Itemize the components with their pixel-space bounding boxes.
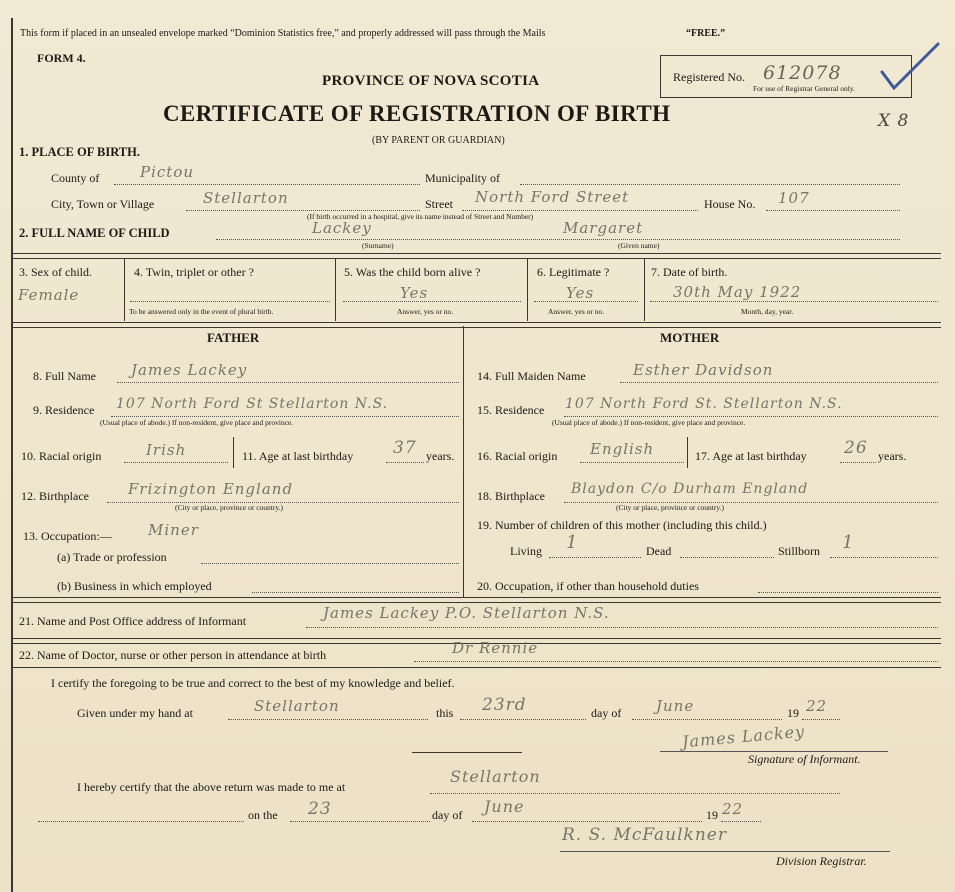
given-name-note: (Given name)	[618, 241, 660, 250]
father-residence-label: 9. Residence	[33, 403, 95, 417]
father-heading: FATHER	[207, 330, 260, 345]
given-place-line	[228, 719, 428, 720]
mother-children-label: 19. Number of children of this mother (including this child.)	[477, 518, 767, 532]
year-prefix: 19	[787, 706, 799, 720]
dead-line	[680, 557, 774, 558]
street-value: North Ford Street	[475, 188, 630, 206]
registrar-year-line	[721, 821, 761, 822]
corner-mark: X 8	[878, 111, 910, 131]
municipality-line	[520, 184, 900, 185]
child-name-line	[216, 239, 900, 240]
mother-age-label: 17. Age at last birthday	[695, 449, 807, 463]
street-line	[462, 210, 698, 211]
date-of-birth-label: 7. Date of birth.	[651, 265, 728, 279]
divider-certification	[11, 667, 941, 668]
this-label: this	[436, 706, 454, 720]
stillborn-line	[830, 557, 938, 558]
alive-line	[343, 301, 521, 302]
father-age-divider	[233, 437, 234, 468]
father-racial-line	[124, 462, 228, 463]
county-value: Pictou	[140, 163, 195, 181]
given-under-label: Given under my hand at	[77, 706, 193, 720]
registrar-statement: I hereby certify that the above return was made to me at	[77, 780, 346, 794]
father-occupation-label: 13. Occupation:—	[23, 529, 112, 543]
father-age-unit: years.	[426, 449, 455, 463]
twin-line	[130, 301, 330, 302]
father-birthplace-value: Frizington England	[128, 480, 294, 498]
house-label: House No.	[704, 197, 756, 211]
mail-notice-free: “FREE.”	[686, 28, 726, 39]
father-business-line	[252, 592, 459, 593]
left-border	[11, 18, 13, 892]
this-day-value: 23rd	[482, 695, 527, 715]
mother-heading: MOTHER	[660, 330, 720, 345]
registrar-month-value: June	[484, 797, 525, 816]
mother-residence-note: (Usual place of abode.) If non-resident, give place and province.	[552, 418, 746, 427]
father-residence-note: (Usual place of abode.) If non-resident, give place and province.	[100, 418, 294, 427]
city-value: Stellarton	[203, 189, 289, 207]
registered-label: Registered No.	[673, 70, 745, 84]
stillborn-label: Stillborn	[778, 544, 821, 558]
alive-label: 5. Was the child born alive ?	[344, 265, 481, 279]
mail-notice: This form if placed in an unsealed envelope marked “Dominion Statistics free,” and properly addressed will pass through the Mails	[20, 28, 546, 39]
legitimate-note: Answer, yes or no.	[548, 307, 605, 316]
twin-note: To be answered only in the event of plural birth.	[129, 307, 274, 316]
registered-number: 612078	[763, 62, 842, 84]
living-value: 1	[566, 532, 579, 553]
place-of-birth-heading: 1. PLACE OF BIRTH.	[19, 145, 140, 159]
given-place-value: Stellarton	[254, 697, 340, 715]
informant-signature-caption: Signature of Informant.	[748, 752, 861, 766]
registrar-caption: Division Registrar.	[776, 854, 867, 868]
alive-note: Answer, yes or no.	[397, 307, 454, 316]
county-label: County of	[51, 171, 100, 185]
divider-parents	[11, 322, 941, 328]
mother-birthplace-value: Blaydon C/o Durham England	[571, 481, 809, 497]
mother-racial-value: English	[590, 440, 655, 458]
surname-note: (Surname)	[362, 241, 394, 250]
city-label: City, Town or Village	[51, 197, 155, 211]
certify-statement: I certify the foregoing to be true and correct to the best of my knowledge and belief.	[51, 676, 455, 690]
mother-name-value: Esther Davidson	[633, 361, 774, 379]
informant-label: 21. Name and Post Office address of Informant	[19, 614, 247, 628]
father-residence-value: 107 North Ford St Stellarton N.S.	[116, 396, 389, 412]
month-line	[632, 719, 782, 720]
registration-box	[660, 55, 912, 98]
mother-name-label: 14. Full Maiden Name	[477, 369, 586, 383]
mother-occupation-label: 20. Occupation, if other than household duties	[477, 579, 699, 593]
registrar-use-note: For use of Registrar General only.	[753, 84, 855, 93]
mother-residence-label: 15. Residence	[477, 403, 545, 417]
informant-line	[306, 627, 938, 628]
street-label: Street	[425, 197, 453, 211]
sex-label: 3. Sex of child.	[19, 265, 92, 279]
legitimate-value: Yes	[566, 284, 595, 302]
father-occupation-value: Miner	[148, 521, 199, 539]
mother-age-line	[840, 462, 876, 463]
living-label: Living	[510, 544, 542, 558]
year-suffix: 22	[806, 697, 828, 715]
mother-birthplace-label: 18. Birthplace	[477, 489, 545, 503]
registrar-day-line	[290, 821, 430, 822]
registrar-place-value: Stellarton	[450, 767, 541, 786]
date-of-birth-note: Month, day, year.	[741, 307, 794, 316]
father-birthplace-label: 12. Birthplace	[21, 489, 89, 503]
father-business-label: (b) Business in which employed	[57, 579, 212, 593]
registrar-day-value: 23	[308, 799, 332, 819]
father-age-label: 11. Age at last birthday	[242, 449, 354, 463]
col-divider-2	[335, 259, 336, 321]
mother-residence-value: 107 North Ford St. Stellarton N.S.	[565, 396, 843, 412]
divider-informant	[11, 597, 941, 603]
doctor-line	[414, 661, 938, 662]
sex-value: Female	[18, 286, 80, 304]
this-line	[460, 719, 586, 720]
registrar-month-line	[472, 821, 702, 822]
father-trade-label: (a) Trade or profession	[57, 550, 167, 564]
registrar-day-of-label: day of	[432, 808, 463, 822]
mother-racial-line	[580, 462, 684, 463]
registrar-leading-line	[38, 821, 244, 822]
document-title: CERTIFICATE OF REGISTRATION OF BIRTH	[163, 101, 671, 126]
mother-age-value: 26	[844, 438, 868, 458]
legitimate-label: 6. Legitimate ?	[537, 265, 610, 279]
year-line	[802, 719, 840, 720]
father-age-line	[386, 462, 424, 463]
father-trade-line	[201, 563, 459, 564]
seal-line	[412, 752, 522, 753]
province-heading: PROVINCE OF NOVA SCOTIA	[322, 73, 540, 89]
on-the-label: on the	[248, 808, 278, 822]
registrar-place-line	[430, 793, 840, 794]
parents-divider	[463, 326, 464, 598]
doctor-label: 22. Name of Doctor, nurse or other person in attendance at birth	[19, 648, 327, 662]
mother-occupation-line	[758, 592, 938, 593]
child-given-name: Margaret	[563, 219, 644, 237]
col-divider-4	[644, 259, 645, 321]
father-name-line	[117, 382, 459, 383]
father-name-label: 8. Full Name	[33, 369, 96, 383]
doctor-value: Dr Rennie	[452, 639, 539, 657]
child-name-label: 2. FULL NAME OF CHILD	[19, 226, 170, 240]
mother-age-unit: years.	[878, 449, 907, 463]
date-of-birth-value: 30th May 1922	[673, 283, 802, 301]
col-divider-1	[124, 259, 125, 321]
living-line	[549, 557, 641, 558]
alive-value: Yes	[400, 284, 429, 302]
col-divider-3	[527, 259, 528, 321]
registrar-year-suffix: 22	[722, 800, 744, 818]
registrar-year-prefix: 19	[706, 808, 718, 822]
city-line	[186, 210, 420, 211]
document-subtitle: (BY PARENT OR GUARDIAN)	[372, 135, 505, 146]
registrar-signature: R. S. McFaulkner	[562, 825, 727, 845]
county-line	[114, 184, 420, 185]
divider-child-facts	[11, 253, 941, 259]
mother-racial-label: 16. Racial origin	[477, 449, 558, 463]
hospital-note: (If birth occurred in a hospital, give its name instead of Street and Number)	[307, 212, 534, 221]
month-value: June	[656, 697, 695, 715]
date-of-birth-line	[650, 301, 938, 302]
father-racial-label: 10. Racial origin	[21, 449, 102, 463]
stillborn-value: 1	[842, 532, 855, 553]
mother-birthplace-note: (City or place, province or country.)	[616, 503, 725, 512]
twin-label: 4. Twin, triplet or other ?	[134, 265, 254, 279]
dead-label: Dead	[646, 544, 672, 558]
informant-value: James Lackey P.O. Stellarton N.S.	[323, 604, 610, 622]
form-number: FORM 4.	[37, 51, 86, 65]
municipality-label: Municipality of	[425, 171, 500, 185]
mother-age-divider	[687, 437, 688, 468]
father-age-value: 37	[393, 438, 417, 458]
house-line	[766, 210, 900, 211]
mother-residence-line	[564, 416, 938, 417]
registrar-signature-line	[560, 851, 890, 852]
father-birthplace-note: (City or place, province or country.)	[175, 503, 284, 512]
day-of-label: day of	[591, 706, 622, 720]
informant-signature: James Lackey	[681, 721, 806, 752]
house-value: 107	[778, 189, 810, 207]
mother-name-line	[620, 382, 938, 383]
father-residence-line	[111, 416, 459, 417]
father-name-value: James Lackey	[131, 361, 248, 379]
father-racial-value: Irish	[146, 441, 187, 459]
child-surname: Lackey	[312, 219, 372, 237]
blue-checkmark-icon	[876, 38, 946, 98]
